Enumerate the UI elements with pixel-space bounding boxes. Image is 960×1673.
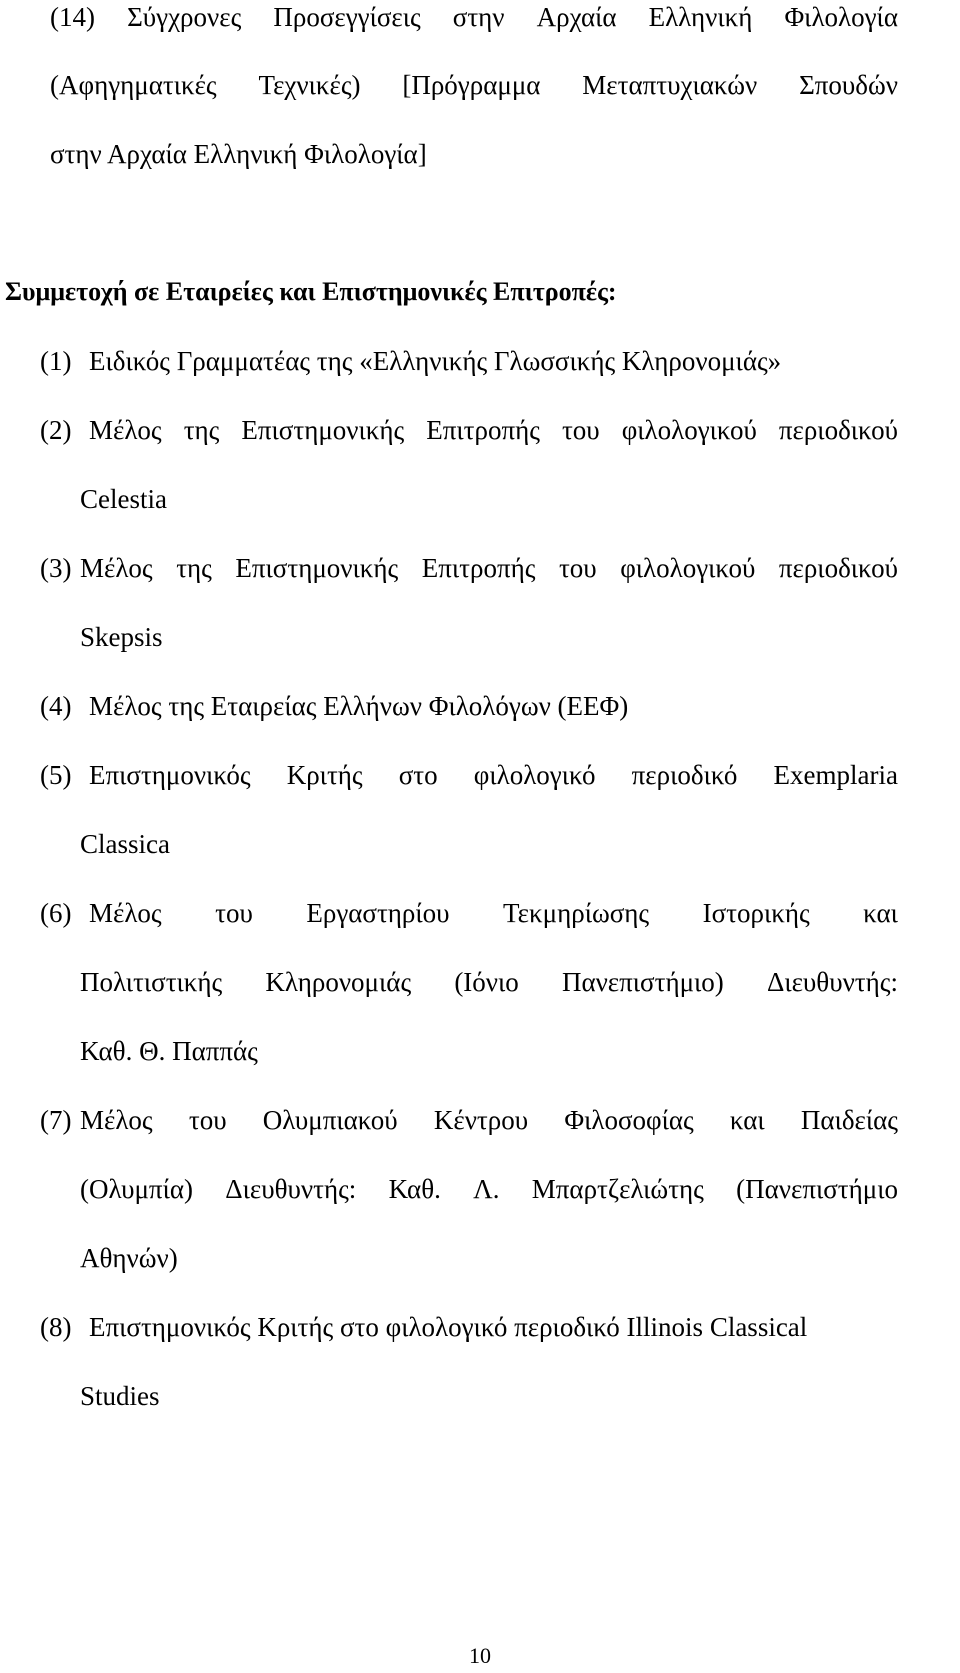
list-item-text: Επιστημονικός Κριτής στο φιλολογικό περιοδικό Illinois Classical [89, 1312, 808, 1342]
list-item-text: (Ολυμπία) Διευθυντής: Καθ. Λ. Μπαρτζελιώτης (Πανεπιστήμιο [80, 1174, 898, 1204]
continuation-line-2: (Αφηγηματικές Τεχνικές) [Πρόγραμμα Μεταπτυχιακών Σπουδών [50, 70, 898, 100]
list-item-text: Αθηνών) [80, 1243, 178, 1273]
list-item-text: Μέλος του Ολυμπιακού Κέντρου Φιλοσοφίας και Παιδείας [80, 1105, 898, 1135]
continuation-line-1: (14) Σύγχρονες Προσεγγίσεις στην Αρχαία Ελληνική Φιλολογία [50, 2, 898, 32]
list-item-text: Μέλος της Εταιρείας Ελλήνων Φιλολόγων (ΕΕΦ) [89, 691, 629, 721]
list-item-number: (6) [40, 898, 72, 928]
continuation-line-3: στην Αρχαία Ελληνική Φιλολογία] [50, 139, 427, 169]
list-item-text: Μέλος της Επιστημονικής Επιτροπής του φιλολογικού περιοδικού [89, 415, 898, 445]
list-item-text: Μέλος του Εργαστηρίου Τεκμηρίωσης Ιστορικής και [89, 898, 898, 928]
list-item-number: (8) [40, 1312, 72, 1342]
section-heading: Συμμετοχή σε Εταιρείες και Επιστημονικές Επιτροπές: [5, 277, 617, 306]
list-item-number: (3) [40, 553, 72, 583]
list-item-number: (5) [40, 760, 72, 790]
list-item-number: (4) [40, 691, 72, 721]
page-number: 10 [469, 1643, 491, 1668]
list-item-text: Classica [80, 829, 170, 859]
list-item-text: Πολιτιστικής Κληρονομιάς (Ιόνιο Πανεπιστήμιο) Διευθυντής: [80, 967, 898, 997]
list-item-number: (2) [40, 415, 72, 445]
list-item-text: Καθ. Θ. Παππάς [80, 1036, 258, 1066]
list-item-number: (1) [40, 346, 72, 376]
list-item-number: (7) [40, 1105, 72, 1135]
list-item-text: Μέλος της Επιστημονικής Επιτροπής του φιλολογικού περιοδικού [80, 553, 898, 583]
list-item-text: Ειδικός Γραμματέας της «Ελληνικής Γλωσσικής Κληρονομιάς» [89, 346, 782, 376]
list-item-text: Studies [80, 1381, 160, 1411]
list-item-text: Skepsis [80, 622, 163, 652]
list-item-text: Celestia [80, 484, 167, 514]
list-item-text: Επιστημονικός Κριτής στο φιλολογικό περιοδικό Exemplaria [89, 760, 898, 790]
